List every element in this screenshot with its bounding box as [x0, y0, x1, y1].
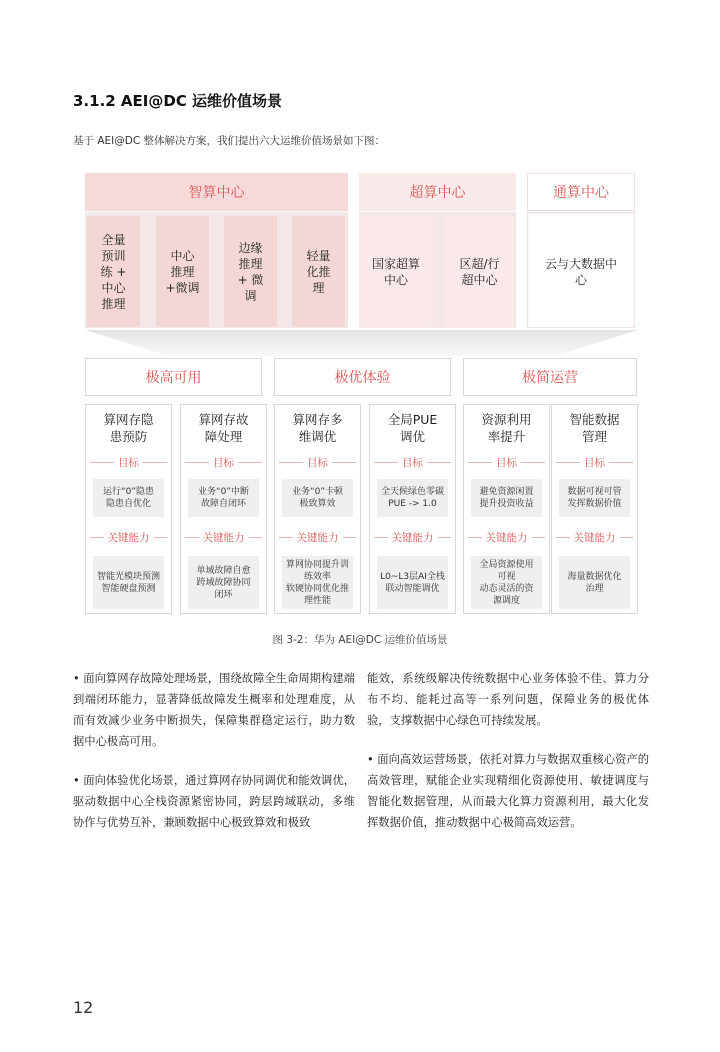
group-title-ai-center: 智算中心	[85, 173, 348, 211]
scenario-box: 中心 推理 +微调	[156, 216, 209, 327]
ability-label: 关键能力	[185, 530, 262, 545]
goal-label: 目标	[556, 455, 633, 470]
funnel-shape	[85, 330, 638, 356]
value-card	[551, 404, 638, 614]
goal-label: 目标	[279, 455, 356, 470]
value-card	[274, 404, 361, 614]
card-title: 算网存隐 患预防	[103, 412, 154, 444]
card-title: 全局PUE 调优	[387, 412, 438, 444]
scenario-box: 区超/行 超中心	[445, 216, 514, 327]
scenario-box: 轻量 化推 理	[292, 216, 345, 327]
card-title: 算网存多 维调优	[292, 412, 343, 444]
goal-box: 全天候绿色零碳 PUE -> 1.0	[377, 479, 448, 517]
value-card	[463, 404, 550, 614]
goal-box: 业务“0”中断 故障自闭环	[188, 479, 259, 517]
card-title: 资源利用 率提升	[481, 412, 532, 444]
goal-label: 目标	[185, 455, 262, 470]
ability-box: 智能光模块预测 智能硬盘预测	[93, 556, 164, 609]
category-best-experience: 极优体验	[274, 358, 451, 396]
scenario-box: 国家超算 中心	[361, 216, 431, 327]
ability-label: 关键能力	[556, 530, 633, 545]
value-card	[369, 404, 456, 614]
scenario-box: 云与大数据中 心	[529, 216, 633, 327]
goal-box: 运行“0”隐患 隐患自优化	[93, 479, 164, 517]
goal-box: 避免资源闲置 提升投资收益	[471, 479, 542, 517]
category-high-availability: 极高可用	[85, 358, 262, 396]
intro-text: 基于 AEI@DC 整体解决方案，我们提出六大运维价值场景如下图：	[73, 135, 386, 147]
card-title: 算网存故 障处理	[198, 412, 249, 444]
left-column	[73, 668, 355, 833]
goal-box: 数据可视可管 发挥数据价值	[559, 479, 630, 517]
goal-label: 目标	[468, 455, 545, 470]
paragraph: 能效，系统级解决传统数据中心业务体验不佳、算力分布不均、能耗过高等一系列问题，保障业务的极优体验，支撑数据中心绿色可持续发展。	[367, 672, 649, 727]
ability-box: 全局资源使用 可视 动态灵活的资 源调度	[471, 556, 542, 609]
right-column	[367, 668, 649, 833]
ability-box: L0~L3层AI全栈 联动智能调优	[377, 556, 448, 609]
figure-caption: 图 3-2：华为 AEI@DC 运维价值场景	[272, 634, 448, 646]
group-title-hpc-center: 超算中心	[359, 173, 516, 211]
goal-box: 业务“0”卡顿 极致算效	[282, 479, 353, 517]
paragraph: • 面向体验优化场景，通过算网存协同调优和能效调优，驱动数据中心全栈资源紧密协同，跨层跨域联动，多维协作与优势互补，兼顾数据中心极致算效和极致	[73, 774, 355, 829]
ability-label: 关键能力	[468, 530, 545, 545]
scenario-box: 全量 预训 练 + 中心 推理	[87, 216, 140, 327]
ability-label: 关键能力	[279, 530, 356, 545]
ability-label: 关键能力	[90, 530, 167, 545]
scenario-box: 边缘 推理 + 微 调	[224, 216, 277, 327]
category-simple-operation: 极简运营	[463, 358, 637, 396]
section-heading: 3.1.2 AEI@DC 运维价值场景	[73, 92, 283, 110]
goal-label: 目标	[90, 455, 167, 470]
ability-box: 算网协同提升训 练效率 软硬协同优化推 理性能	[282, 556, 353, 609]
value-card	[85, 404, 172, 614]
group-title-general-center: 通算中心	[527, 173, 635, 211]
ability-box: 海量数据优化 治理	[559, 556, 630, 609]
page-number: 12	[73, 998, 94, 1017]
value-card	[180, 404, 267, 614]
card-title: 智能数据 管理	[569, 412, 620, 444]
paragraph: • 面向高效运营场景，依托对算力与数据双重核心资产的高效管理，赋能企业实现精细化资源使用、敏捷调度与智能化数据管理，从而最大化算力资源利用，最大化发挥数据价值，推动数据中心极简高效运营。	[367, 753, 649, 829]
goal-label: 目标	[374, 455, 451, 470]
ability-box: 单域故障自愈 跨域故障协同 闭环	[188, 556, 259, 609]
ability-label: 关键能力	[374, 530, 451, 545]
paragraph: • 面向算网存故障处理场景，围绕故障全生命周期构建端到端闭环能力，显著降低故障发生概率和处理难度，从而有效减少业务中断损失，保障集群稳定运行，助力数据中心极高可用。	[73, 672, 355, 748]
